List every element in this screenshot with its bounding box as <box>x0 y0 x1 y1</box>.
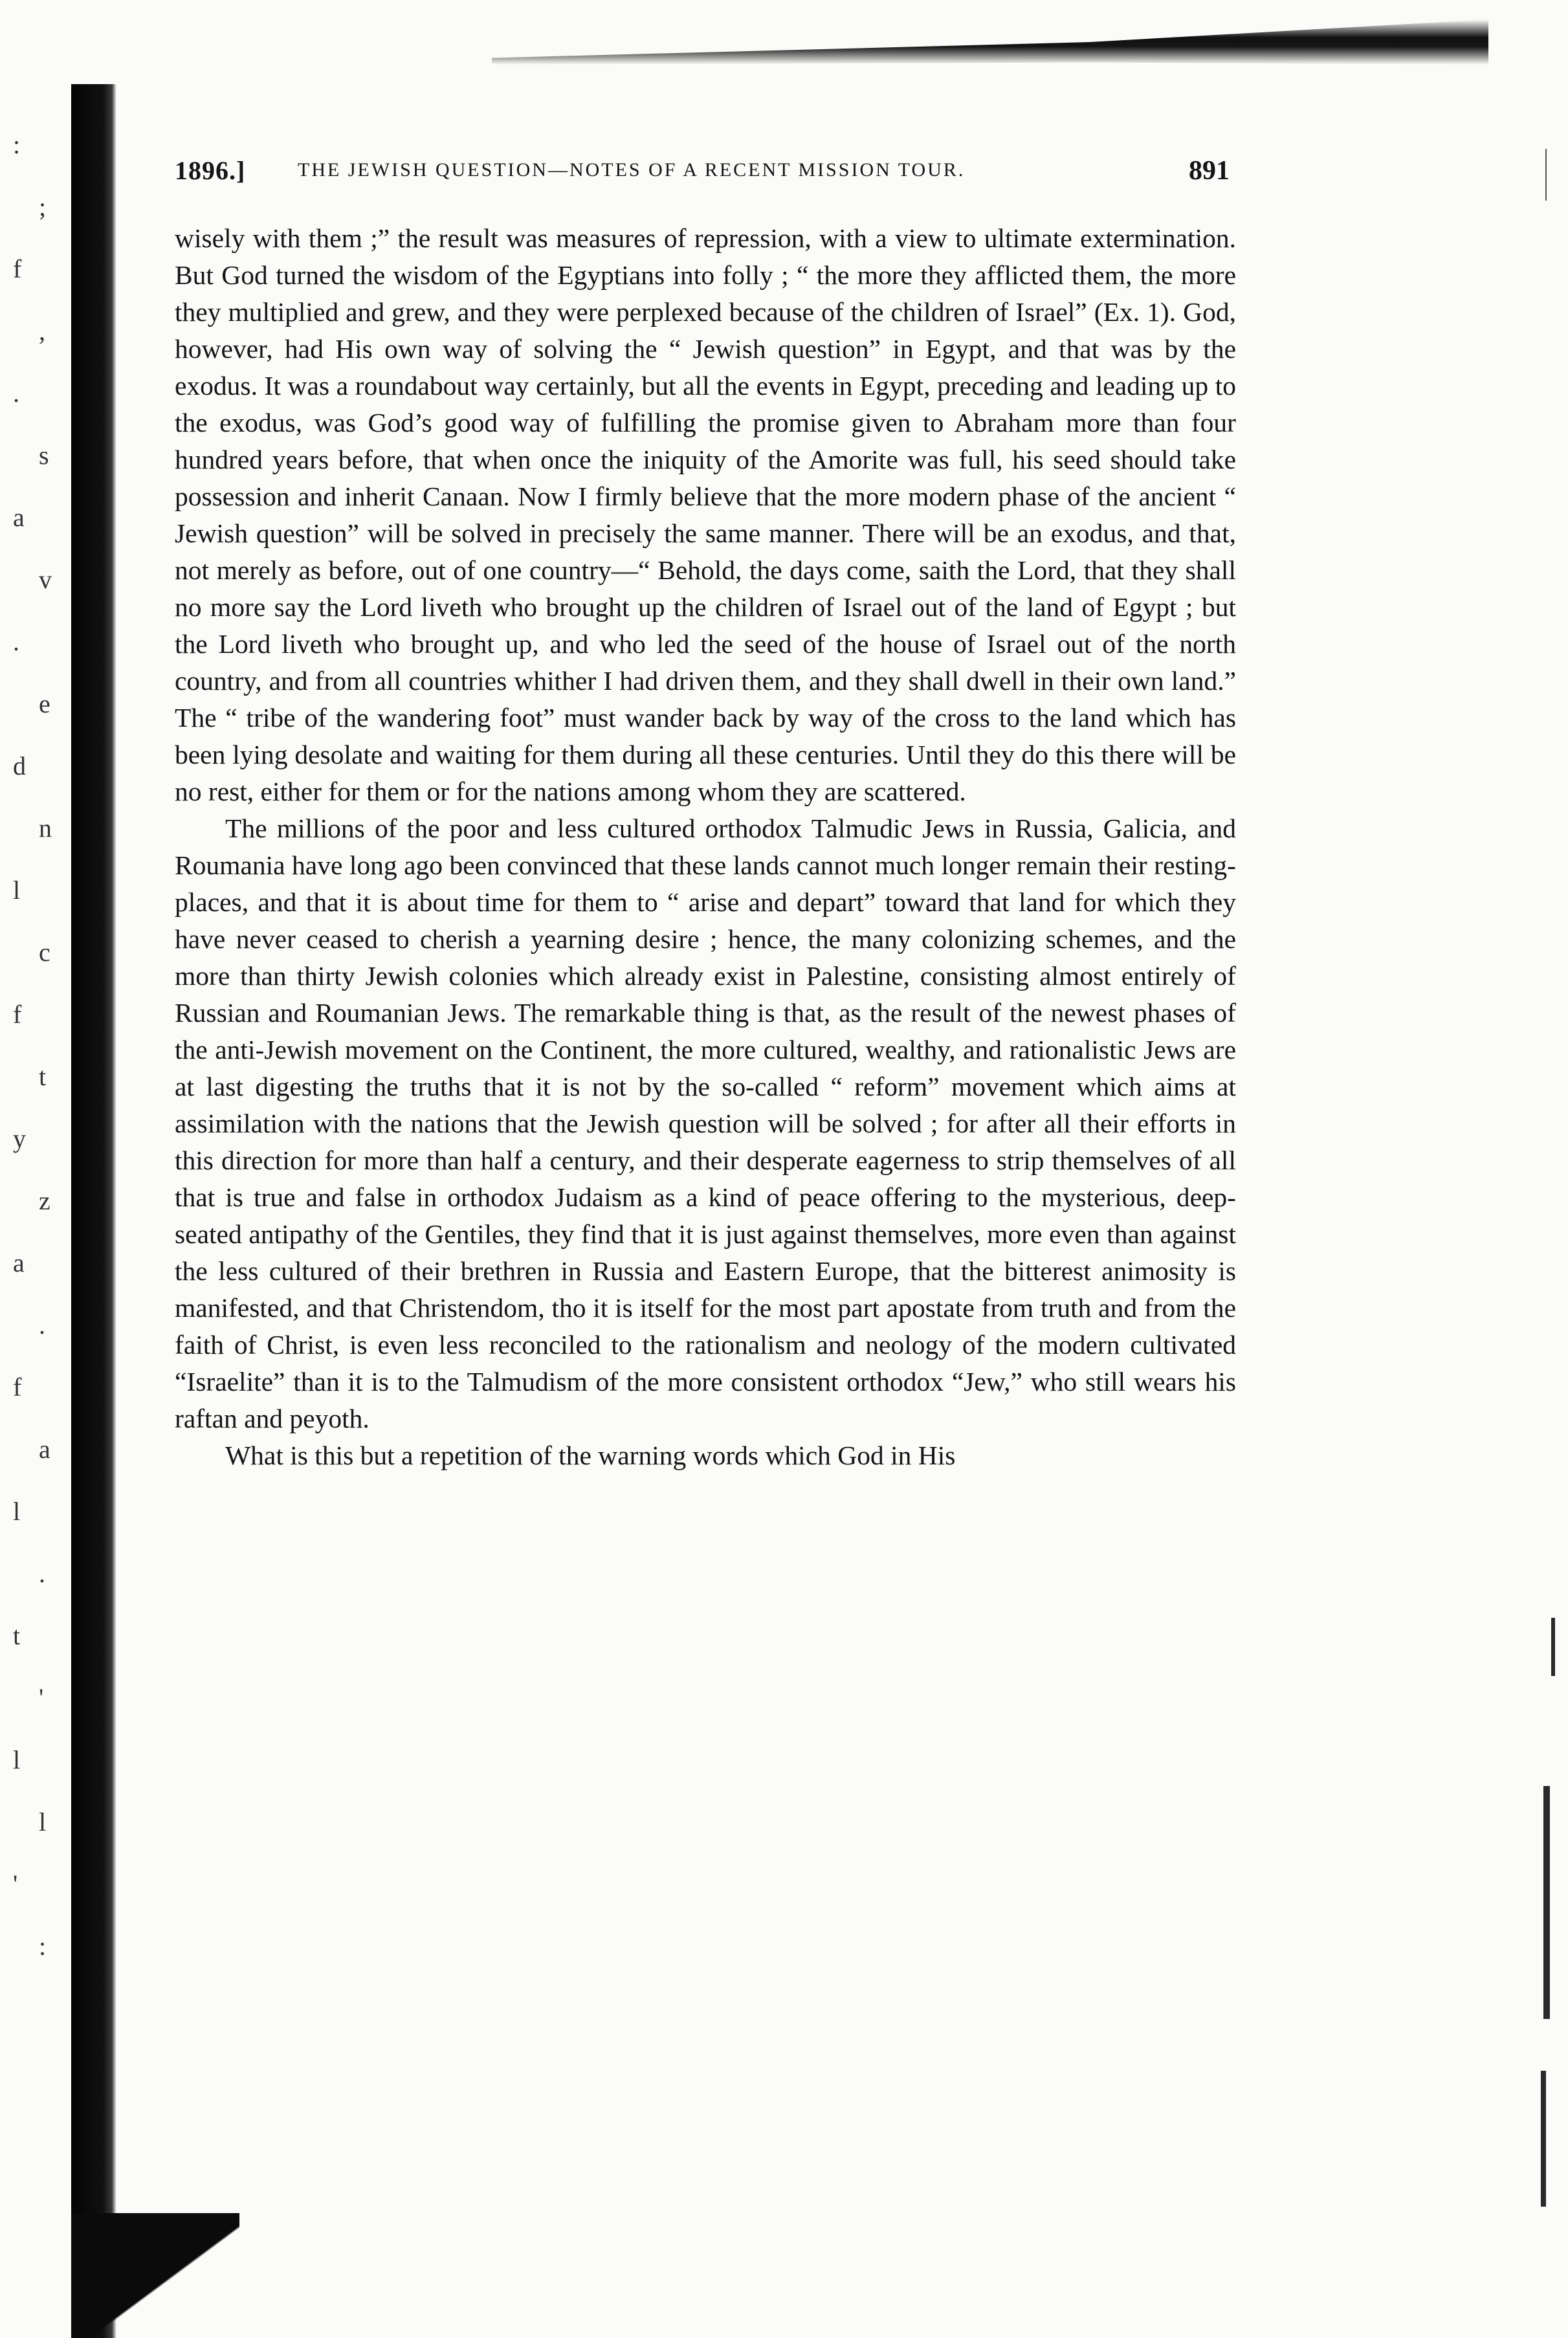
margin-mark: n <box>39 813 52 843</box>
margin-mark: . <box>39 1310 45 1340</box>
margin-mark: t <box>13 1621 21 1650</box>
margin-mark: e <box>39 689 50 718</box>
edge-noise <box>1543 1786 1550 2019</box>
margin-mark: a <box>13 1248 25 1277</box>
margin-mark: f <box>13 254 22 283</box>
body-text <box>175 220 1236 1474</box>
binding-shadow-corner <box>71 2213 239 2338</box>
margin-mark: l <box>13 1497 21 1526</box>
margin-mark: v <box>39 565 52 594</box>
paragraph: wisely with them ;” the result was measures of repression, with a view to ultimate extermination. But God turned the wisdom of the Egyptians into folly ; “ the more they afflicted them, the more they multiplied and grew, and they were perplexed because of the children of Israel” (Ex. 1). God, however, had His own way of solving the “ Jewish question” in Egypt, and that was by the exodus. It was a roundabout way certainly, but all the events in Egypt, preceding and leading up to the exodus, was God’s good way of fulfilling the promise given to Abraham more than four hundred years before, that when once the iniquity of the Amorite was full, his seed should take possession and inherit Canaan. Now I firmly believe that the more modern phase of the ancient “ Jewish question” will be solved in precisely the same manner. There will be an exodus, and that, not merely as before, out of one country—“ Behold, the days come, saith the Lord, that they shall no more say the Lord liveth who brought up the children of Israel out of the land of Egypt ; but the Lord liveth who brought up, and who led the seed of the house of Israel out of the north country, and from all countries whither I had driven them, and they shall dwell in their own land.” The “ tribe of the wandering foot” must wander back by way of the cross to the land which has been lying desolate and waiting for them during all these centuries. Until they do this there will be no rest, either for them or for the nations among whom they are scattered. <box>175 223 1236 806</box>
binding-shadow <box>71 84 116 2338</box>
margin-mark: f <box>13 1373 22 1402</box>
margin-mark: . <box>13 379 19 408</box>
margin-mark: z <box>39 1186 50 1215</box>
margin-mark: . <box>39 1559 45 1588</box>
margin-mark: : <box>39 1932 47 1961</box>
edge-line <box>1545 149 1547 201</box>
margin-mark: a <box>13 503 25 532</box>
edge-noise <box>1541 2071 1546 2207</box>
margin-mark: ' <box>39 1683 44 1712</box>
running-title: THE JEWISH QUESTION—NOTES OF A RECENT MISSION TOUR. <box>298 159 966 181</box>
margin-mark: , <box>39 316 45 346</box>
running-header <box>175 155 1230 194</box>
margin-mark: y <box>13 1124 26 1153</box>
margin-mark: ; <box>39 192 47 221</box>
margin-mark: : <box>13 130 21 159</box>
margin-mark: . <box>13 627 19 656</box>
margin-mark: c <box>39 938 50 967</box>
header-date: 1896.] <box>175 156 246 185</box>
margin-mark: t <box>39 1062 47 1091</box>
left-margin-bleed <box>0 129 71 2006</box>
margin-mark: l <box>13 1745 21 1774</box>
right-edge-noise <box>1490 129 1568 2265</box>
scan-streak <box>492 19 1488 65</box>
margin-mark: d <box>13 751 26 780</box>
margin-mark: l <box>39 1807 47 1836</box>
margin-mark: s <box>39 441 49 470</box>
margin-mark: f <box>13 1000 22 1029</box>
paragraph: The millions of the poor and less cultured orthodox Talmudic Jews in Russia, Galicia, and Roumania have long ago been convinced that these lands cannot much longer remain their resting-places, and that it is about time for them to “ arise and depart” toward that land for which they have never ceased to cherish a yearning desire ; hence, the many colonizing schemes, and the more than thirty Jewish colonies which already exist in Palestine, consisting almost entirely of Russian and Roumanian Jews. The remarkable thing is that, as the result of the newest phases of the anti-Jewish movement on the Continent, the more cultured, wealthy, and rationalistic Jews are at last digesting the truths that it is not by the so-called “ reform” movement which aims at assimilation with the nations that the Jewish question will be solved ; for after all their efforts in this direction for more than half a century, and their desperate eagerness to strip themselves of all that is true and false in orthodox Judaism as a kind of peace offering to the mysterious, deep-seated antipathy of the Gentiles, they find that it is just against themselves, more even than against the less cultured of their brethren in Russia and Eastern Europe, that the bitterest animosity is manifested, and that Christendom, tho it is itself for the most part apostate from truth and from the faith of Christ, is even less reconciled to the rationalism and neology of the modern cultivated “Israelite” than it is to the Talmudism of the more consistent orthodox “Jew,” who still wears his raftan and peyoth. <box>175 813 1236 1433</box>
margin-mark: l <box>13 876 21 905</box>
margin-mark: a <box>39 1435 50 1464</box>
page-number: 891 <box>1189 156 1230 186</box>
edge-noise <box>1551 1618 1555 1676</box>
margin-mark: ' <box>13 1869 18 1899</box>
paragraph: What is this but a repetition of the warning words which God in His <box>225 1440 956 1470</box>
